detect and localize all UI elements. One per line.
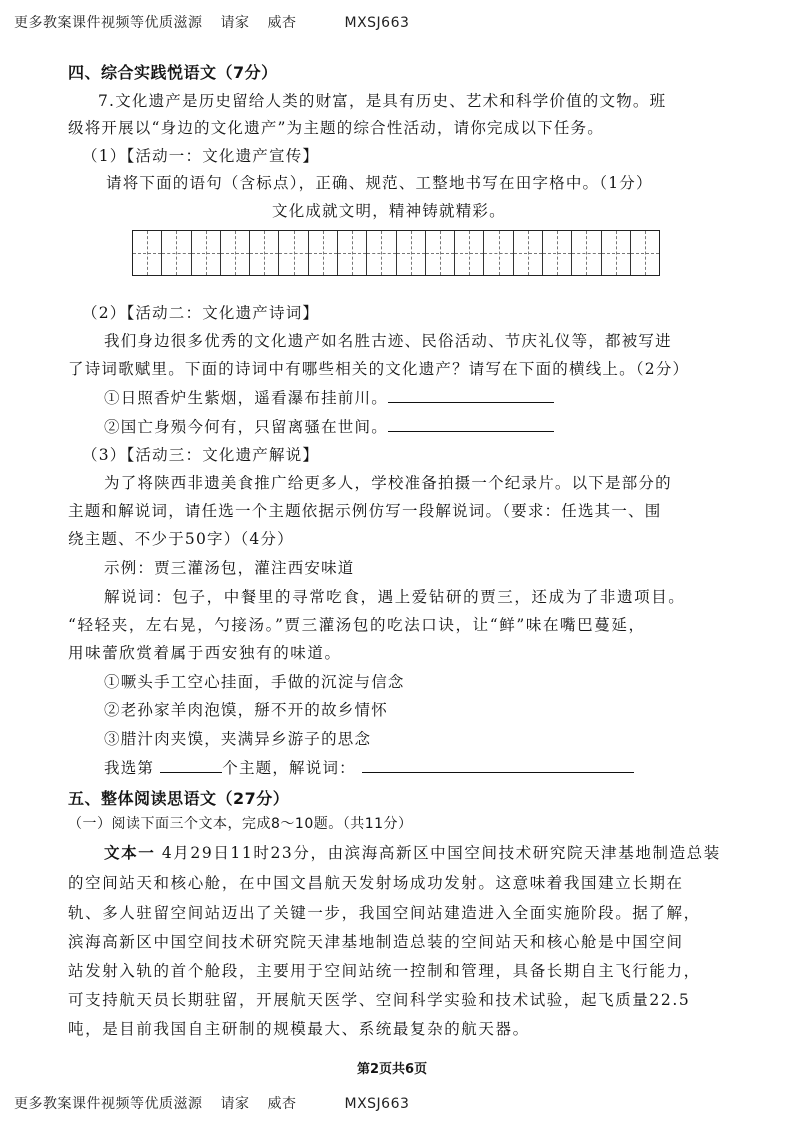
text1-line3: 轨、多人驻留空间站迈出了关键一步，我国空间站建造进入全面实施阶段。据了解， — [68, 904, 701, 922]
activity2-title: （2）【活动二：文化遗产诗词】 — [82, 304, 320, 322]
grid-cell[interactable] — [250, 231, 279, 275]
text1-line7: 吨，是目前我国自主研制的规模最大、系统最复杂的航天器。 — [68, 1020, 530, 1038]
text1-line4: 滨海高新区中国空间技术研究院天津基地制造总装的空间站天和核心舱是中国空间 — [68, 933, 684, 951]
q7-line1: 7.文化遗产是历史留给人类的财富，是具有历史、艺术和科学价值的文物。班 — [98, 92, 667, 110]
explanation-line3: 用味蕾欣赏着属于西安独有的味道。 — [68, 644, 342, 662]
choose-label-a: 我选第 — [104, 759, 155, 777]
explanation-line2: “轻轻夹，左右晃，勺接汤。”贾三灌汤包的吃法口诀，让“鲜”味在嘴巴蔓延， — [68, 616, 646, 634]
text1-line5: 站发射入轨的首个舱段，主要用于空间站统一控制和管理，具备长期自主飞行能力， — [68, 962, 701, 980]
tianzige-grid[interactable] — [132, 230, 660, 276]
footer-contact-label: 请家 — [220, 1096, 250, 1112]
q7-line2: 级将开展以“身边的文化遗产”为主题的综合性活动，请你完成以下任务。 — [68, 119, 604, 137]
page-header — [14, 12, 427, 32]
choose-topic-row — [104, 756, 634, 778]
example-title: 示例：贾三灌汤包，灌注西安味道 — [104, 559, 355, 577]
activity1-sentence: 文化成就文明，精神铸就精彩。 — [272, 202, 506, 220]
topic-number-line[interactable] — [160, 760, 222, 773]
grid-cell[interactable] — [602, 231, 631, 275]
activity1-title: （1）【活动一：文化遗产宣传】 — [82, 147, 320, 165]
text1-line2: 的空间站天和核心舱，在中国文昌航天发射场成功发射。这意味着我国建立长期在 — [68, 874, 684, 892]
section5-title: 五、整体阅读思语文（27分） — [68, 789, 290, 808]
topic-1: ①噘头手工空心挂面，手做的沉淀与信念 — [104, 673, 405, 691]
activity3-title: （3）【活动三：文化遗产解说】 — [82, 446, 320, 464]
footer-code: MXSJ663 — [344, 1096, 410, 1112]
grid-cell[interactable] — [484, 231, 513, 275]
section4-title: 四、综合实践悦语文（7分） — [68, 63, 278, 82]
activity3-line3: 绕主题、不少于50字）（4分） — [68, 530, 294, 548]
grid-cell[interactable] — [338, 231, 367, 275]
grid-cell[interactable] — [397, 231, 426, 275]
grid-cell[interactable] — [572, 231, 601, 275]
grid-cell[interactable] — [426, 231, 455, 275]
footer-contact-name: 威杏 — [267, 1096, 297, 1112]
header-contact-label: 请家 — [220, 15, 250, 31]
explanation-answer-line[interactable] — [362, 760, 634, 773]
page-footer-banner — [14, 1093, 427, 1113]
poem-2-answer-line[interactable] — [388, 419, 554, 432]
text1-line6: 可支持航天员长期驻留，开展航天医学、空间科学实验和技术试验，起飞质量22.5 — [68, 991, 691, 1009]
page-number: 第2页共6页 — [357, 1062, 428, 1077]
poem-2 — [104, 415, 554, 437]
topic-2: ②老孙家羊肉泡馍，掰不开的故乡情怀 — [104, 701, 388, 719]
poem-1-answer-line[interactable] — [388, 390, 554, 403]
poem-2-text: ②国亡身殒今何有，只留离骚在世间。 — [104, 418, 388, 436]
section5-subtitle: （一）阅读下面三个文本，完成8～10题。（共11分） — [68, 816, 413, 832]
text1-line1 — [104, 841, 721, 863]
choose-label-b: 个主题，解说词： — [222, 759, 356, 777]
text1-line1-text: 4月29日11时23分，由滨海高新区中国空间技术研究院天津基地制造总装 — [155, 844, 721, 862]
activity3-line2: 主题和解说词，请任选一个主题依据示例仿写一段解说词。（要求：任选其一、围 — [68, 502, 662, 520]
explanation-line1: 解说词：包子，中餐里的寻常吃食，遇上爱钻研的贾三，还成为了非遗项目。 — [104, 588, 686, 606]
header-code: MXSJ663 — [344, 15, 410, 31]
grid-cell[interactable] — [309, 231, 338, 275]
topic-3: ③腊汁肉夹馍，夹满异乡游子的思念 — [104, 730, 372, 748]
grid-cell[interactable] — [279, 231, 308, 275]
grid-cell[interactable] — [221, 231, 250, 275]
grid-cell[interactable] — [514, 231, 543, 275]
poem-1-text: ①日照香炉生紫烟，遥看瀑布挂前川。 — [104, 389, 388, 407]
grid-cell[interactable] — [543, 231, 572, 275]
poem-1 — [104, 386, 554, 408]
grid-cell[interactable] — [367, 231, 396, 275]
grid-cell[interactable] — [133, 231, 162, 275]
grid-cell[interactable] — [192, 231, 221, 275]
activity3-line1: 为了将陕西非遗美食推广给更多人，学校准备拍摄一个纪录片。以下是部分的 — [104, 474, 672, 492]
activity2-line1: 我们身边很多优秀的文化遗产如名胜古迹、民俗活动、节庆礼仪等，都被写进 — [104, 332, 672, 350]
text1-label: 文本一 — [104, 844, 156, 862]
header-site: 更多教案课件视频等优质滋源 — [14, 15, 203, 31]
grid-cell[interactable] — [631, 231, 659, 275]
activity2-line2: 了诗词歌赋里。下面的诗词中有哪些相关的文化遗产？请写在下面的横线上。（2分） — [68, 360, 690, 378]
grid-cell[interactable] — [455, 231, 484, 275]
header-contact-name: 威杏 — [267, 15, 297, 31]
grid-cell[interactable] — [162, 231, 191, 275]
footer-site: 更多教案课件视频等优质滋源 — [14, 1096, 203, 1112]
activity1-instruction: 请将下面的语句（含标点），正确、规范、工整地书写在田字格中。（1分） — [106, 174, 653, 192]
